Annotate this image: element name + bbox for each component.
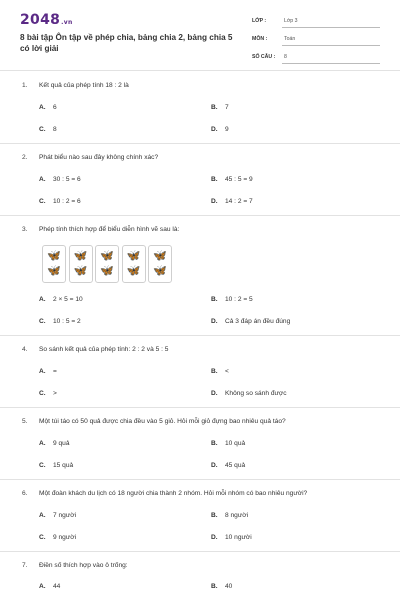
- option-letter: D.: [211, 390, 218, 397]
- option-text: 40: [225, 583, 233, 590]
- option-letter: C.: [39, 534, 46, 541]
- question-text: [22, 346, 168, 353]
- option-letter: D.: [211, 462, 218, 469]
- option-a[interactable]: [39, 368, 57, 375]
- question-divider: [0, 215, 400, 216]
- option-letter: A.: [39, 368, 46, 375]
- option-text: 45 : 5 = 9: [225, 176, 253, 183]
- option-d[interactable]: [211, 198, 253, 205]
- option-b[interactable]: [211, 440, 245, 447]
- option-text: 8 người: [225, 512, 249, 519]
- option-letter: C.: [39, 318, 46, 325]
- question-number: 5.: [22, 418, 28, 425]
- option-b[interactable]: [211, 512, 248, 519]
- option-b[interactable]: [211, 104, 229, 111]
- grade-label: LỚP :: [252, 18, 267, 24]
- meta-info: [252, 14, 380, 68]
- option-letter: B.: [211, 512, 218, 519]
- option-a[interactable]: [39, 176, 81, 183]
- question-text: [22, 82, 129, 89]
- option-letter: C.: [39, 462, 46, 469]
- question-text: [22, 418, 286, 425]
- question-number: 3.: [22, 226, 28, 233]
- option-text: 30 : 5 = 6: [53, 176, 81, 183]
- option-text: 14 : 2 = 7: [225, 198, 253, 205]
- butterfly-card: [42, 245, 66, 283]
- meta-subject: [252, 32, 380, 46]
- option-text: 44: [53, 583, 61, 590]
- question-body: Phát biểu nào sau đây không chính xác?: [39, 154, 159, 161]
- butterfly-icon: 🦋: [153, 265, 167, 278]
- logo[interactable]: [20, 12, 73, 28]
- butterfly-icon: 🦋: [47, 249, 61, 262]
- option-letter: A.: [39, 176, 46, 183]
- option-c[interactable]: [39, 534, 76, 541]
- option-text: 10 : 2 = 5: [225, 296, 253, 303]
- option-c[interactable]: [39, 318, 81, 325]
- option-letter: D.: [211, 318, 218, 325]
- option-b[interactable]: [211, 583, 232, 590]
- option-c[interactable]: [39, 126, 57, 133]
- count-value: 8: [282, 51, 380, 64]
- header: [0, 0, 400, 70]
- question-body: Phép tính thích hợp để biểu diễn hình vẽ sau là:: [39, 226, 180, 233]
- question-divider: [0, 143, 400, 144]
- logo-text: 2048: [20, 12, 61, 28]
- option-a[interactable]: [39, 104, 57, 111]
- option-text: <: [225, 368, 229, 375]
- butterfly-icon: 🦋: [100, 265, 114, 278]
- option-letter: B.: [211, 296, 218, 303]
- option-letter: B.: [211, 583, 218, 590]
- question-number: 7.: [22, 562, 28, 569]
- option-text: 6: [53, 104, 57, 111]
- question-text: [22, 226, 179, 233]
- question-divider: [0, 335, 400, 336]
- option-letter: B.: [211, 104, 218, 111]
- option-text: 9: [225, 126, 229, 133]
- option-a[interactable]: [39, 440, 70, 447]
- count-label: SỐ CÂU :: [252, 54, 276, 60]
- option-b[interactable]: [211, 176, 253, 183]
- option-letter: B.: [211, 440, 218, 447]
- option-d[interactable]: [211, 462, 245, 469]
- butterfly-icon: 🦋: [126, 265, 141, 278]
- option-text: 10 : 5 = 2: [53, 318, 81, 325]
- option-d[interactable]: [211, 390, 287, 397]
- question-body: Điền số thích hợp vào ô trống:: [39, 562, 128, 569]
- butterfly-card: [95, 245, 119, 283]
- option-text: 15 quả: [53, 462, 74, 469]
- option-text: Cả 3 đáp án đều đúng: [225, 318, 291, 325]
- question-divider: [0, 551, 400, 552]
- option-text: 9 quả: [53, 440, 70, 447]
- option-letter: A.: [39, 440, 46, 447]
- butterfly-card: [148, 245, 172, 283]
- question-number: 6.: [22, 490, 28, 497]
- option-text: 10 quả: [225, 440, 246, 447]
- option-a[interactable]: [39, 583, 60, 590]
- butterfly-card: [69, 245, 93, 283]
- butterfly-icon: 🦋: [73, 265, 88, 278]
- option-d[interactable]: [211, 534, 252, 541]
- option-c[interactable]: [39, 198, 81, 205]
- option-text: 8: [53, 126, 57, 133]
- question-number: 4.: [22, 346, 28, 353]
- option-text: 9 người: [53, 534, 77, 541]
- option-letter: A.: [39, 583, 46, 590]
- option-letter: C.: [39, 198, 46, 205]
- question-text: [22, 562, 128, 569]
- question-divider: [0, 407, 400, 408]
- option-letter: B.: [211, 176, 218, 183]
- option-letter: D.: [211, 198, 218, 205]
- option-letter: C.: [39, 126, 46, 133]
- option-letter: C.: [39, 390, 46, 397]
- option-c[interactable]: [39, 462, 73, 469]
- logo-tld: .vn: [61, 19, 73, 26]
- question-body: So sánh kết quả của phép tính: 2 : 2 và 5 : 5: [39, 346, 169, 353]
- question-body: Kết quả của phép tính 18 : 2 là: [39, 82, 129, 89]
- question-number: 1.: [22, 82, 28, 89]
- option-b[interactable]: [211, 296, 253, 303]
- question-divider: [0, 479, 400, 480]
- option-text: 7: [225, 104, 229, 111]
- meta-count: [252, 50, 380, 64]
- butterfly-icon: 🦋: [100, 249, 114, 262]
- subject-label: MÔN :: [252, 36, 268, 42]
- option-letter: D.: [211, 126, 218, 133]
- header-divider: [0, 70, 400, 71]
- option-text: Không so sánh được: [225, 390, 287, 397]
- butterfly-icon: 🦋: [47, 265, 61, 278]
- butterfly-icon: 🦋: [73, 249, 88, 262]
- butterfly-icon: 🦋: [153, 249, 167, 262]
- option-letter: A.: [39, 296, 46, 303]
- question-text: [22, 490, 307, 497]
- option-letter: D.: [211, 534, 218, 541]
- option-text: 45 quả: [225, 462, 246, 469]
- option-letter: B.: [211, 368, 218, 375]
- question-body: Một túi táo có 50 quả được chia đều vào 5 giỏ. Hỏi mỗi giỏ đựng bao nhiêu quả táo?: [39, 418, 286, 425]
- option-letter: A.: [39, 512, 46, 519]
- option-d[interactable]: [211, 318, 290, 325]
- butterfly-card: [122, 245, 146, 283]
- option-b[interactable]: [211, 368, 229, 375]
- option-a[interactable]: [39, 296, 83, 303]
- option-text: 10 : 2 = 6: [53, 198, 81, 205]
- option-text: 10 người: [225, 534, 252, 541]
- butterfly-image: [42, 245, 175, 283]
- subject-value: Toán: [282, 33, 380, 46]
- option-text: =: [53, 368, 57, 375]
- option-a[interactable]: [39, 512, 76, 519]
- question-body: Một đoàn khách du lịch có 18 người chia thành 2 nhóm. Hỏi mỗi nhóm có bao nhiêu người?: [39, 490, 308, 497]
- meta-grade: [252, 14, 380, 28]
- grade-value: Lớp 3: [282, 15, 380, 28]
- page-title: 8 bài tập Ôn tập về phép chia, bảng chia 2, bảng chia 5 có lời giải: [20, 33, 233, 53]
- butterfly-icon: 🦋: [126, 249, 141, 262]
- option-letter: A.: [39, 104, 46, 111]
- option-c[interactable]: [39, 390, 57, 397]
- option-d[interactable]: [211, 126, 229, 133]
- question-text: [22, 154, 158, 161]
- option-text: 7 người: [53, 512, 77, 519]
- option-text: >: [53, 390, 57, 397]
- question-number: 2.: [22, 154, 28, 161]
- option-text: 2 × 5 = 10: [53, 296, 83, 303]
